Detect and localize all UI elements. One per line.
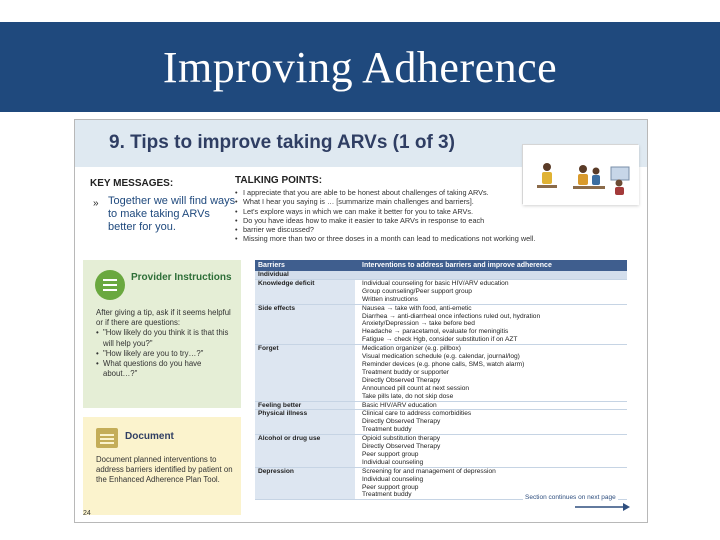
intervention-line: Take pills late, do not skip dose <box>362 392 454 400</box>
intervention-line: Headache → paracetamol, evaluate for meningitis <box>362 328 509 336</box>
provider-instructions-body <box>96 308 236 379</box>
interventions-cell <box>355 410 627 435</box>
interventions-cell <box>355 304 627 345</box>
intervention-line: Basic HIV/ARV education <box>362 401 437 409</box>
barrier-cell: Side effects <box>255 304 355 345</box>
intervention-line: Group counseling/Peer support group <box>362 287 472 295</box>
talking-points <box>235 175 645 244</box>
slide-title-bar <box>0 22 720 112</box>
talking-point: • What I hear you saying is … [summarize main challenges and barriers]. <box>235 197 645 206</box>
intervention-line: Opioid substitution therapy <box>362 435 441 443</box>
intervention-line: Treatment buddy <box>362 491 412 499</box>
provider-instructions-intro: After giving a tip, ask if it seems helpful or if there are questions: <box>96 308 231 328</box>
barrier-cell: Knowledge deficit <box>255 279 355 304</box>
barriers-column-header: Barriers <box>255 260 355 271</box>
intervention-line: Individual counseling <box>362 458 424 466</box>
intervention-line: Treatment buddy <box>362 426 412 434</box>
intervention-line: Directly Observed Therapy <box>362 418 441 426</box>
document-title: 9. Tips to improve taking ARVs (1 of 3) <box>109 132 455 153</box>
key-messages <box>90 178 240 234</box>
table-row <box>255 435 627 468</box>
barrier-cell: Physical illness <box>255 410 355 435</box>
intervention-line: Directly Observed Therapy <box>362 376 441 384</box>
document-box-text: Document planned interventions to address barriers identified by patient on the Enhanced Adherence Plan Tool. <box>96 455 233 484</box>
talking-points-header: TALKING POINTS: <box>235 175 323 186</box>
section-continues-note: Section continues on next page <box>525 494 616 501</box>
intervention-line: Nausea → take with food, anti-emetic <box>362 304 472 312</box>
talking-point: • Missing more than two or three doses in a month can lead to medications not working well. <box>235 234 645 243</box>
intervention-line: Individual counseling <box>362 475 424 483</box>
key-message-bullet: » <box>93 198 99 209</box>
barrier-cell: Feeling better <box>255 401 355 410</box>
intervention-line: Diarrhea → anti-diarrheal once infections ruled out, hydration <box>362 312 541 320</box>
talking-point: • barrier we discussed? <box>235 225 645 234</box>
intervention-line: Peer support group <box>362 483 419 491</box>
interventions-cell <box>355 435 627 468</box>
interventions-cell <box>355 401 627 410</box>
table-row <box>255 410 627 435</box>
table-row <box>255 401 627 410</box>
key-messages-header: KEY MESSAGES: <box>90 178 174 189</box>
provider-instructions-box <box>83 260 241 408</box>
barrier-cell: Individual <box>255 271 355 279</box>
barriers-table-body <box>255 271 627 500</box>
slide-title: Improving Adherence <box>162 42 558 92</box>
interventions-cell <box>355 271 627 279</box>
barrier-cell: Forget <box>255 345 355 401</box>
intervention-line: Reminder devices (e.g. phone calls, SMS, watch alarm) <box>362 360 525 368</box>
intervention-line: Treatment buddy or supporter <box>362 368 449 376</box>
interventions-cell <box>355 279 627 304</box>
intervention-line: Visual medication schedule (e.g. calendar, journal/log) <box>362 353 520 361</box>
document-instructions-box <box>83 417 241 515</box>
table-row <box>255 345 627 401</box>
intervention-line: Peer support group <box>362 450 419 458</box>
talking-point: • I appreciate that you are able to be honest about challenges of taking ARVs. <box>235 188 645 197</box>
provider-question: • What questions do you have about…?" <box>96 359 236 379</box>
barriers-table <box>255 260 627 523</box>
document-icon <box>96 428 118 448</box>
page-number: 24 <box>83 510 91 517</box>
provider-instructions-icon <box>95 270 125 300</box>
table-row <box>255 304 627 345</box>
document-box-title: Document <box>125 431 174 442</box>
intervention-line: Written instructions <box>362 295 418 303</box>
key-message-text: Together we will find ways to make taking ARVs better for you. <box>108 195 236 233</box>
document-page <box>74 119 648 523</box>
intervention-line: Individual counseling for basic HIV/ARV education <box>362 279 509 287</box>
talking-points-list <box>235 188 645 244</box>
intervention-line <box>362 271 624 279</box>
provider-question: • "How likely are you to try…?" <box>96 349 236 359</box>
talking-point: • Let's explore ways in which we can make it better for you to take ARVs. <box>235 207 645 216</box>
intervention-line: Medication organizer (e.g. pillbox) <box>362 345 461 353</box>
talking-point: • Do you have ideas how to make it easier to take ARVs in response to each <box>235 216 645 225</box>
table-row <box>255 271 627 279</box>
barrier-cell: Depression <box>255 467 355 500</box>
intervention-line: Directly Observed Therapy <box>362 443 441 451</box>
intervention-line: Anxiety/Depression → take before bed <box>362 320 475 328</box>
right-arrow-icon <box>575 502 630 512</box>
intervention-line: Announced pill count at next session <box>362 384 470 392</box>
provider-question: • "How likely do you think it is that this will help you?" <box>96 328 236 348</box>
intervention-line: Screening for and management of depression <box>362 467 496 475</box>
interventions-cell <box>355 345 627 401</box>
intervention-line: Clinical care to address comorbidities <box>362 410 472 418</box>
interventions-column-header: Interventions to address barriers and improve adherence <box>355 260 627 271</box>
provider-instructions-title: Provider Instructions <box>131 272 232 283</box>
barrier-cell: Alcohol or drug use <box>255 435 355 468</box>
table-row <box>255 279 627 304</box>
intervention-line: Fatigue → check Hgb, consider substitution if on AZT <box>362 336 518 344</box>
provider-question-list <box>96 328 236 379</box>
